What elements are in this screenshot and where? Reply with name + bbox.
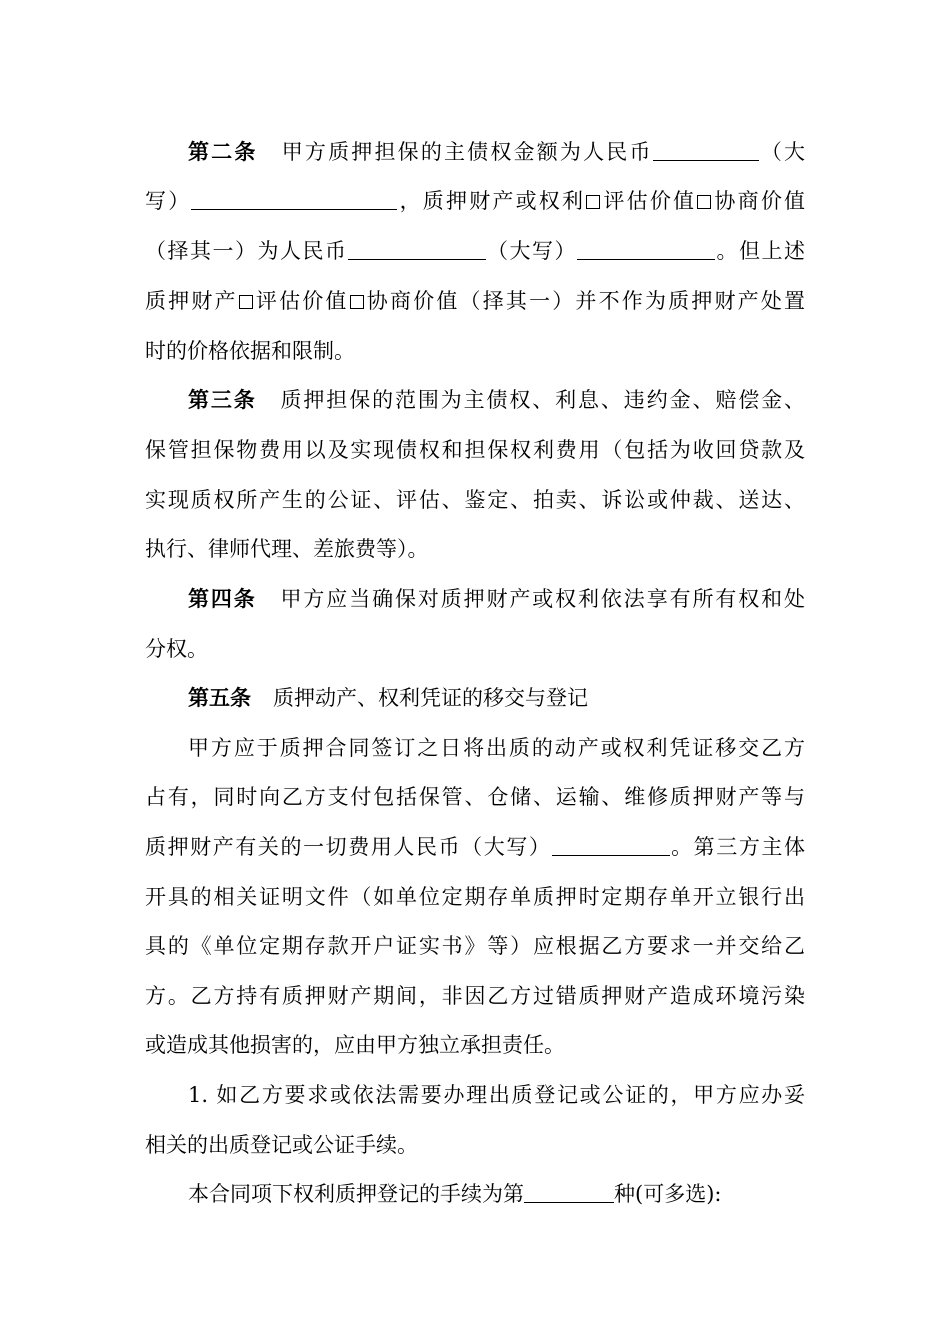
checkbox-neg-2[interactable] (350, 295, 364, 309)
art2-line-4: 质押财产 评估价值 协商价值（择其一）并不作为质押财产处置 (145, 289, 806, 313)
art3-line-1: 第三条 质押担保的范围为主债权、利息、违约金、赔偿金、 (188, 387, 806, 412)
art3-line-3: 实现质权所产生的公证、评估、鉴定、拍卖、诉讼或仲裁、送达、 (145, 488, 805, 512)
art4-heading: 第四条 (188, 586, 257, 611)
art5-p1-line-6: 方。乙方持有质押财产期间，非因乙方过错质押财产造成环境污染 (145, 984, 805, 1008)
amount-blank[interactable] (653, 140, 759, 161)
art5-p1-line-4: 开具的相关证明文件（如单位定期存单质押时定期存单开立银行出 (145, 885, 805, 909)
art5-p1-line-2: 占有，同时向乙方支付包括保管、仓储、运输、维修质押财产等与 (145, 785, 805, 809)
art5-p1-line-5: 具的《单位定期存款开户证实书》等）应根据乙方要求一并交给乙 (145, 934, 805, 958)
amount-uppercase-blank[interactable] (191, 189, 397, 210)
value-uppercase-blank[interactable] (577, 239, 715, 260)
art2-line-1: 第二条 甲方质押担保的主债权金额为人民币 （大 (188, 139, 806, 164)
art5-item1-line-1: 1. 如乙方要求或依法需要办理出质登记或公证的，甲方应办妥 (188, 1083, 805, 1107)
art2-line-2: 写） ，质押财产或权利 评估价值 协商价值 (145, 189, 806, 213)
checkbox-eval-2[interactable] (239, 295, 253, 309)
art5-p1-line-1: 甲方应于质押合同签订之日将出质的动产或权利凭证移交乙方 (188, 736, 805, 760)
fees-blank[interactable] (552, 835, 670, 856)
registration-number-blank[interactable] (524, 1182, 614, 1203)
art2-line-3: （择其一）为人民币 （大写） 。但上述 (145, 239, 805, 263)
art5-p1-line-3: 质押财产有关的一切费用人民币（大写） 。第三方主体 (145, 835, 805, 859)
art5-heading: 第五条 (188, 685, 251, 710)
art3-line-4: 执行、律师代理、差旅费等）。 (145, 537, 429, 561)
art2-line-5: 时的价格依据和限制。 (145, 339, 355, 363)
registration-line: 本合同项下权利质押登记的手续为第 种(可多选): (188, 1182, 722, 1206)
art5-p1-line-7: 或造成其他损害的，应由甲方独立承担责任。 (145, 1033, 565, 1057)
checkbox-eval[interactable] (586, 195, 600, 209)
art3-heading: 第三条 (188, 387, 257, 412)
art4-line-1: 第四条 甲方应当确保对质押财产或权利依法享有所有权和处 (188, 586, 806, 611)
checkbox-neg[interactable] (697, 195, 711, 209)
art3-line-2: 保管担保物费用以及实现债权和担保权利费用（包括为收回贷款及 (145, 438, 805, 462)
art2-heading: 第二条 (188, 139, 258, 164)
art5-title-line (188, 683, 805, 713)
art5-title: 质押动产、权利凭证的移交与登记 (273, 686, 588, 710)
art5-item1-line-2: 相关的出质登记或公证手续。 (145, 1133, 418, 1157)
art4-line-2: 分权。 (145, 637, 208, 661)
value-blank[interactable] (348, 239, 486, 260)
